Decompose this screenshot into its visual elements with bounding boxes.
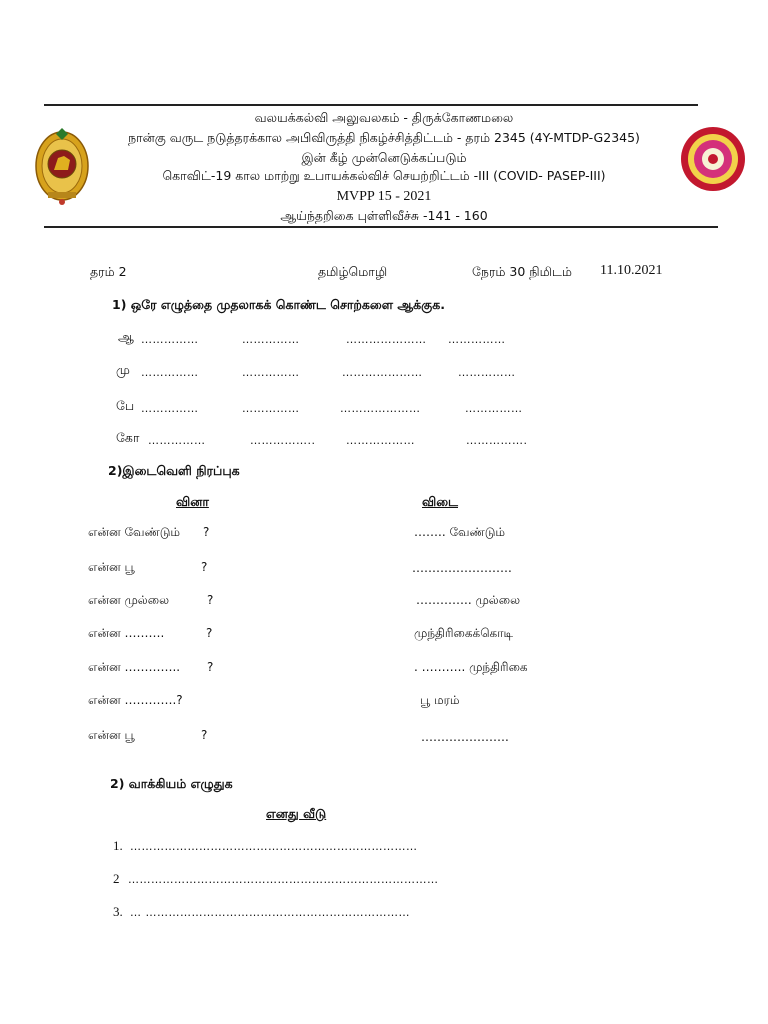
q3-subtitle: எனது வீடு [266,806,327,821]
q1-letter: மு [116,362,130,377]
q1-blank[interactable]: …………….. [250,434,316,447]
q3-answer-line[interactable]: ……………………………………………………………………… [128,873,439,886]
q2-answer[interactable]: . ……….. முந்திரிகை [414,660,528,674]
q1-title: 1) ஒரே எழுத்தை முதலாகக் கொண்ட சொற்களை ஆக்குக. [112,297,445,312]
q1-blank[interactable]: …………… [448,333,506,346]
q1-blank[interactable]: …………… [242,333,300,346]
q1-blank[interactable]: …………… [141,366,199,379]
q2-question-mark: ? [201,560,208,574]
q2-answer[interactable]: பூ மரம் [420,693,460,707]
header-conducted-under: இன் கீழ் முன்னெடுக்கப்படும் [301,150,467,165]
q2-answer[interactable]: ………….. முல்லை [416,593,521,607]
q1-blank[interactable]: …………… [465,402,523,415]
q2-answer[interactable]: முந்திரிகைக்கொடி [414,626,514,640]
q3-title: 2) வாக்கியம் எழுதுக [110,776,233,791]
q2-column-question-header: வினா [176,494,209,509]
q2-answer[interactable]: ……………………. [412,561,512,575]
q1-letter: ஆ [118,329,134,344]
q3-line-number: 1. [113,838,123,853]
q1-blank[interactable]: …………… [242,366,300,379]
header-mvpp-code: MVPP 15 - 2021 [336,189,432,204]
q2-question: என்ன ………….? [88,693,183,707]
q1-blank[interactable]: ………………… [340,402,421,415]
q3-line-number: 3. [113,904,123,919]
q2-question-mark: ? [207,593,214,607]
q2-answer[interactable]: …………………. [421,730,509,744]
q1-letter: பே [116,398,135,413]
q3-line-number: 2 [113,871,120,886]
q1-blank[interactable]: …………… [242,402,300,415]
q2-question-mark: ? [206,626,213,640]
q2-question: என்ன ………….. [88,660,181,674]
q1-blank[interactable]: ………………… [342,366,423,379]
q2-column-answer-header: விடை [422,494,458,509]
header-covid-project: கொவிட்-19 கால மாற்று உபாயக்கல்விச் செயற்றிட்டம் -III (COVID- PASEP-III) [162,168,606,183]
q1-blank[interactable]: ……………. [466,434,528,447]
q1-blank[interactable]: ………………… [346,333,427,346]
subject-label: தமிழ்மொழி [318,264,388,279]
q2-question: என்ன முல்லை [88,593,170,607]
q1-blank[interactable]: …………… [148,434,206,447]
header-bottom-rule [44,226,718,228]
header-zonal-office: வலயக்கல்வி அலுவலகம் - திருக்கோணமலை [254,110,514,125]
header-score-range: ஆய்ந்தறிகை புள்ளிவீச்சு -141 - 160 [280,208,488,223]
q1-blank[interactable]: …………… [141,402,199,415]
q2-title: 2)இடைவெளி நிரப்புக [108,463,240,478]
q2-answer[interactable]: …….. வேண்டும் [414,525,506,539]
header-programme: நான்கு வருட நடுத்தரக்கால அபிவிருத்தி நிகழ்ச்சித்திட்டம் - தரம் 2345 (4Y-MTDP-G2345) [128,130,640,145]
q2-question: என்ன வேண்டும் [88,525,181,539]
q1-letter: கோ [116,430,140,445]
header-top-rule [44,104,698,106]
q2-question: என்ன பூ [88,728,135,742]
q2-question-mark: ? [207,660,214,674]
grade-label: தரம் 2 [90,264,127,279]
date-label: 11.10.2021 [600,263,663,278]
q2-question: என்ன பூ [88,560,135,574]
q1-blank[interactable]: …………… [458,366,516,379]
q2-question-mark: ? [203,525,210,539]
q3-answer-line[interactable]: ………………………………………………………………… [130,840,418,853]
q3-answer-line[interactable]: … …………………………………………………………… [130,906,410,919]
q2-question: என்ன ………. [88,626,165,640]
q1-blank[interactable]: …………… [141,333,199,346]
q2-question-mark: ? [201,728,208,742]
time-label: நேரம் 30 நிமிடம் [472,264,572,279]
q1-blank[interactable]: ……………… [346,434,415,447]
